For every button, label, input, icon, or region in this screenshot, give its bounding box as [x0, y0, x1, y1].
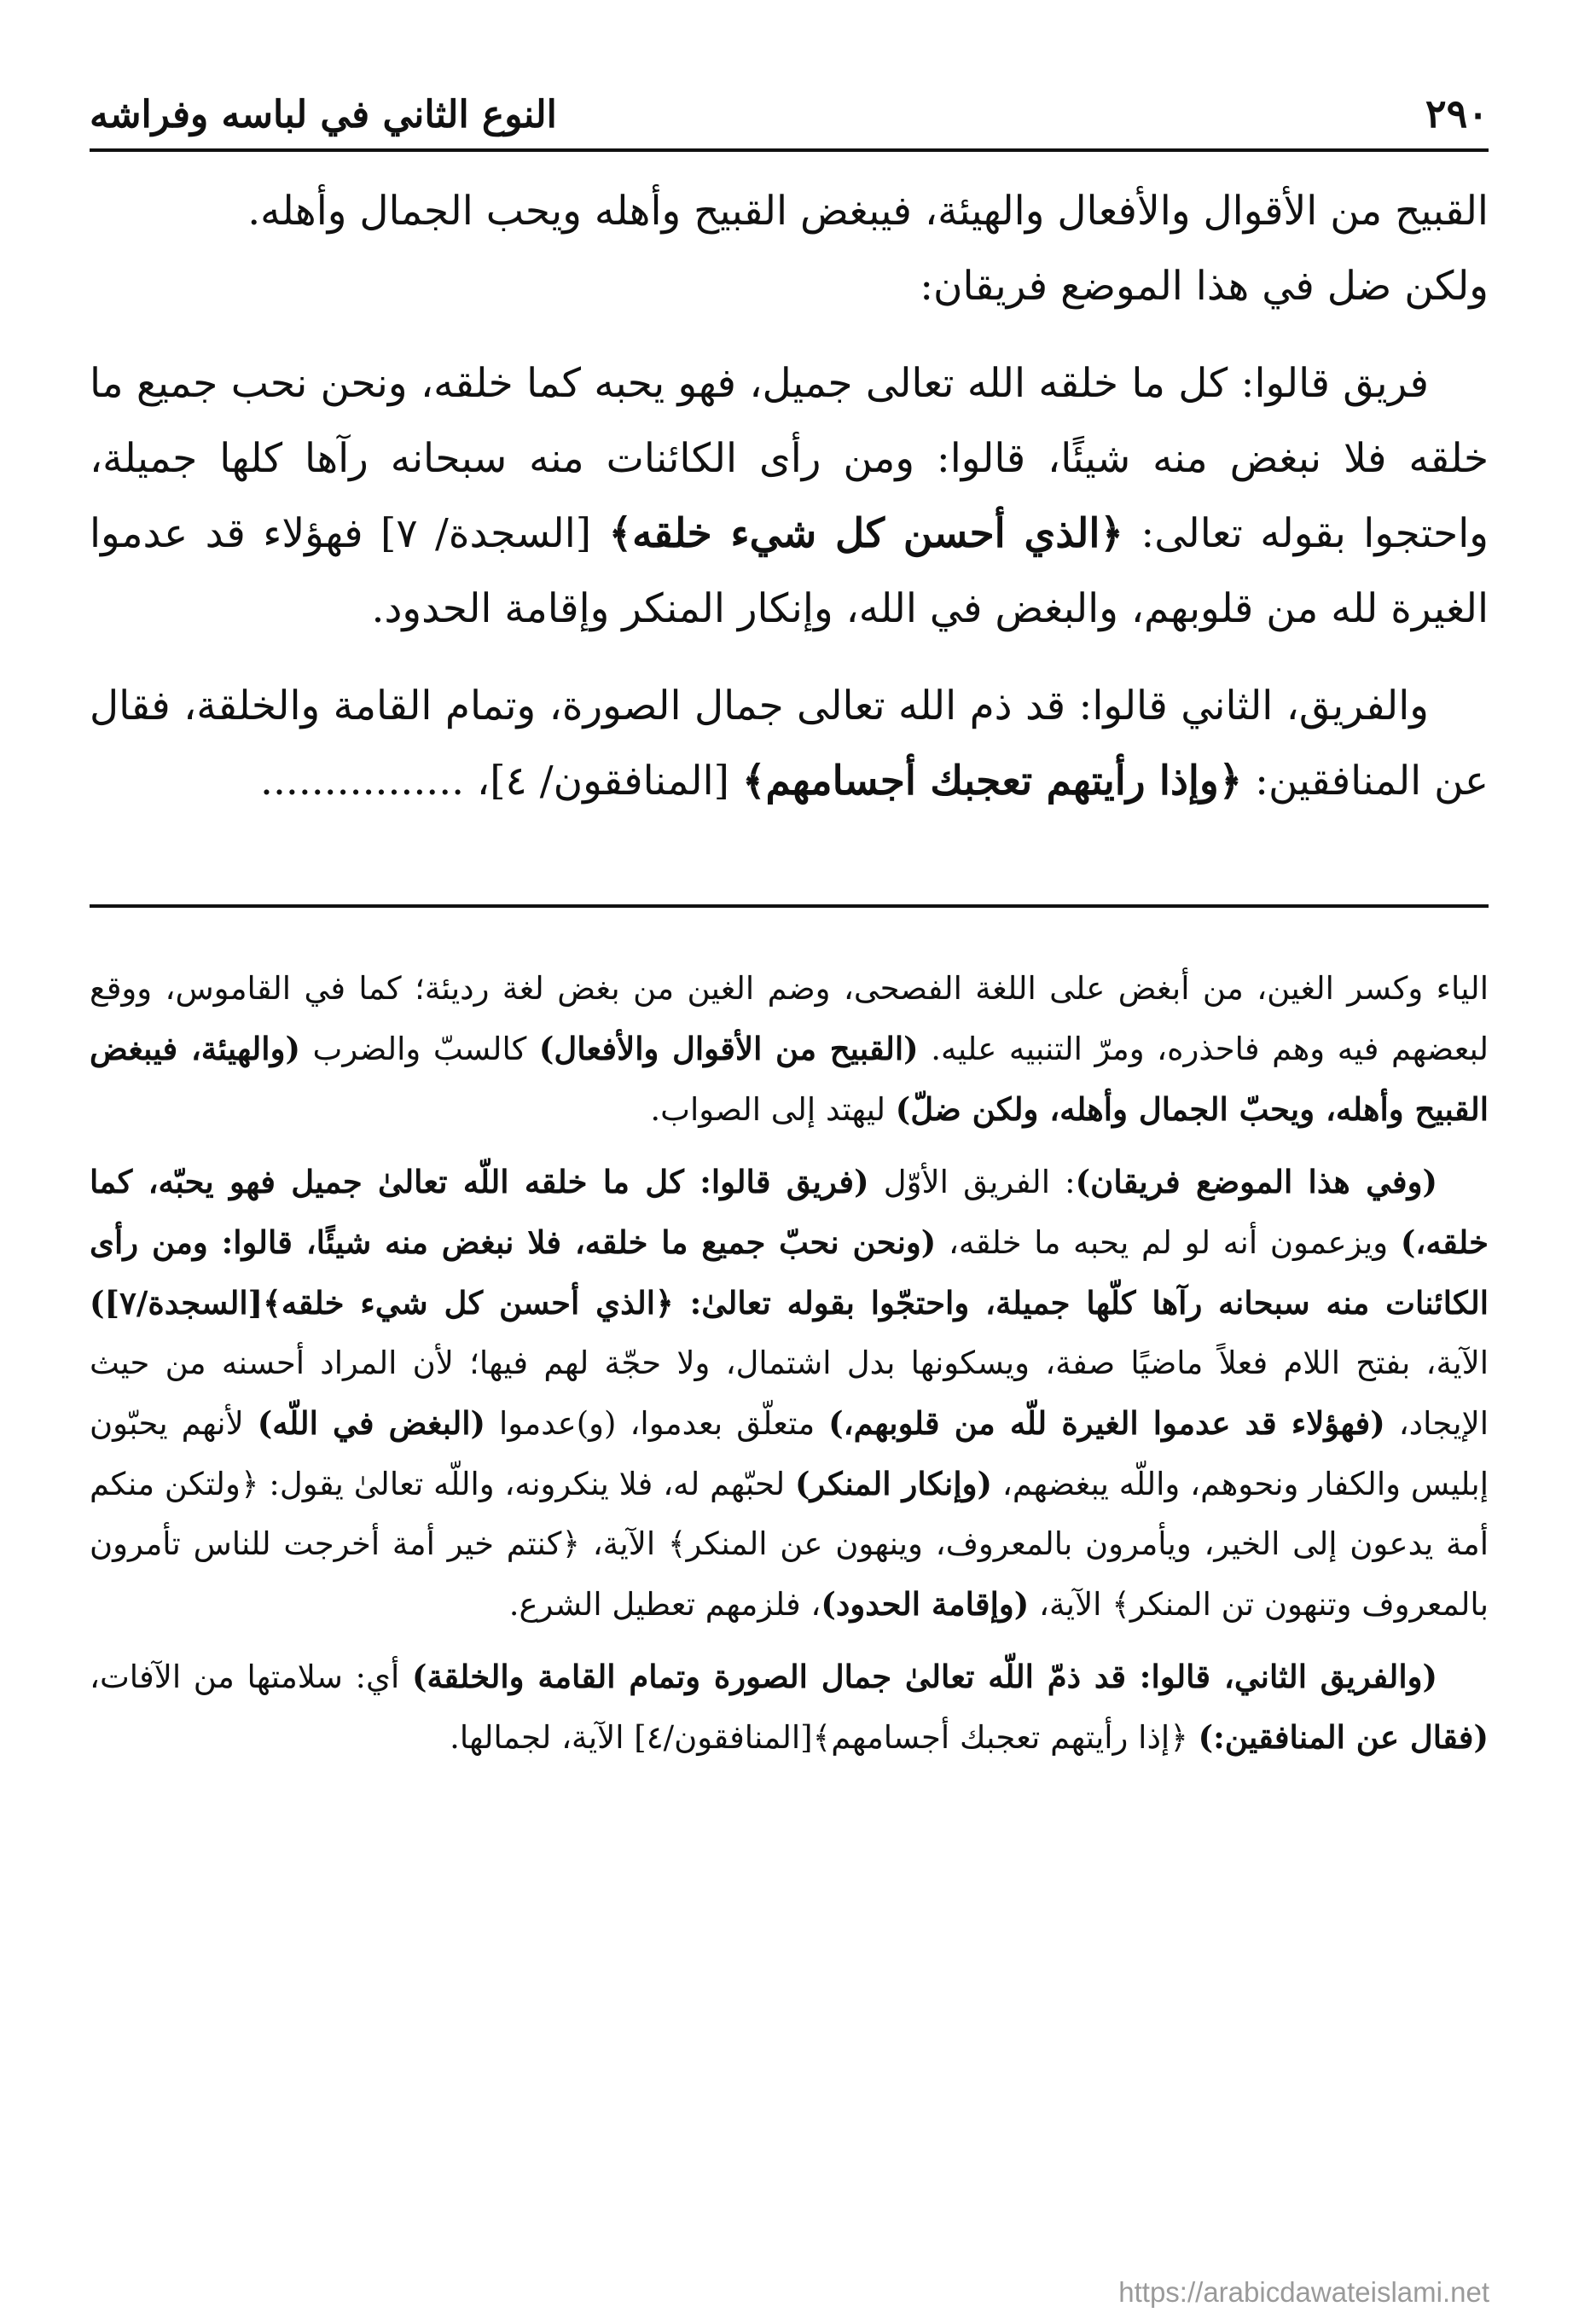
- commentary-paragraph-1: [90, 959, 1489, 1140]
- quran-verse-sajdah: ﴿الذي أحسن كل شيء خلقه﴾: [608, 510, 1123, 557]
- main-paragraph-3: [90, 669, 1489, 819]
- c1-b2: (والهيئة، فيبغض القبيح وأهله، ويحبّ الجمال وأهله، ولكن ضلّ): [90, 1030, 1489, 1128]
- c1-t2: كالسبّ والضرب: [299, 1031, 539, 1067]
- c3-b2: (فقال عن المنافقين:): [1198, 1718, 1489, 1756]
- c2-b5: (البغض في اللّه): [257, 1404, 486, 1442]
- c2-t7: ، فلزمهم تعطيل الشرع.: [508, 1586, 821, 1623]
- c1-t3: ليهتد إلى الصواب.: [650, 1091, 896, 1128]
- c2-b7: (وإقامة الحدود): [821, 1585, 1030, 1623]
- main-paragraph-2: [90, 346, 1489, 647]
- c2-b1: (وفي هذا الموضع فريقان): [1075, 1163, 1437, 1200]
- running-header: [90, 68, 1489, 152]
- main-text: [90, 174, 1489, 819]
- c2-b2: (فريق قالوا: كل ما خلقه اللّه تعالىٰ جميل فهو يحبّه، كما خلقه،): [90, 1163, 1489, 1261]
- c2-b4: (فهؤلاء قد عدموا الغيرة للّه من قلوبهم،): [828, 1404, 1385, 1442]
- c2-t6: لحبّهم له، فلا ينكرونه، واللّه تعالىٰ يقول: ﴿ولتكن منكم أمة يدعون إلى الخير، ويأمرون بالمعروف، وينهون عن المنكر﴾ الآية، ﴿كنتم خير أمة أخرجت للناس تأمرون بالمعروف وتنهون تن المنكر﴾ الآية،: [90, 1466, 1489, 1623]
- quran-verse-munafiqun: ﴿وإذا رأيتهم تعجبك أجسامهم﴾: [741, 758, 1243, 805]
- commentary-paragraph-2: [90, 1152, 1489, 1635]
- c2-b6: (وإنكار المنكر): [795, 1465, 993, 1502]
- c2-t1: : الفريق الأوّل: [868, 1164, 1076, 1200]
- main-p3-text-b: [السجدة/ ٧] فهؤلاء قد عدموا الغيرة لله من قلوبهم، والبغض في الله، وإنكار المنكر وإقامة الحدود.: [90, 510, 1489, 632]
- chapter-title: النوع الثاني في لباسه وفراشه: [90, 93, 557, 137]
- book-page: [90, 68, 1489, 2321]
- c3-b1: (والفريق الثاني، قالوا: قد ذمّ اللّه تعالىٰ جمال الصورة وتمام القامة والخلقة): [411, 1658, 1437, 1695]
- c1-t1: الياء وكسر الغين، من أبغض على اللغة الفصحى، وضم الغين من بغض لغة رديئة؛ كما في القاموس، ووقع لبعضهم فيه وهم فاحذره، ومرّ التنبيه عليه.: [90, 970, 1489, 1067]
- c3-t2: ﴿إذا رأيتهم تعجبك أجسامهم﴾[المنافقون/٤] الآية، لجمالها.: [450, 1719, 1199, 1756]
- c1-b1: (القبيح من الأقوال والأفعال): [538, 1030, 919, 1067]
- c3-t1: أي: سلامتها من الآفات،: [90, 1659, 412, 1695]
- commentary-paragraph-3: [90, 1647, 1489, 1768]
- main-p4-text-b: [المنافقون/ ٤]، ................: [260, 758, 742, 805]
- c2-t5: لأنهم يحبّون إبليس والكفار ونحوهم، واللّه يبغضهم،: [90, 1405, 1489, 1502]
- c2-t2: ويزعمون أنه لو لم يحبه ما خلقه،: [936, 1224, 1401, 1261]
- website-watermark: https://arabicdawateislami.net: [1118, 2276, 1489, 2308]
- main-p3-text-a: فريق قالوا: كل ما خلقه الله تعالى جميل، فهو يحبه كما خلقه، ونحن نحب جميع ما خلقه فلا نبغض منه شيئًا، قالوا: ومن رأى الكائنات منه سبحانه رآها كلها جميلة، واحتجوا بقوله تعالى:: [90, 360, 1489, 557]
- footnote-divider: [90, 904, 1489, 908]
- commentary-section: [90, 959, 1489, 1768]
- main-p2-text: ولكن ضل في هذا الموضع فريقان:: [920, 263, 1489, 310]
- c2-t4: متعلّق بعدموا، (و)عدموا: [485, 1405, 829, 1442]
- main-p4-text-a: والفريق، الثاني قالوا: قد ذم الله تعالى جمال الصورة، وتمام القامة والخلقة، فقال عن المنافقين:: [90, 683, 1489, 805]
- main-p1-text: القبيح من الأقوال والأفعال والهيئة، فيبغض القبيح وأهله ويحب الجمال وأهله.: [247, 188, 1489, 235]
- main-paragraph-1: [90, 174, 1489, 324]
- page-number: ٢٩٠: [1425, 90, 1489, 137]
- c2-t3: الآية، بفتح اللام فعلاً ماضيًا صفة، ويسكونها بدل اشتمال، ولا حجّة لهم فيها؛ لأن المراد أحسنه من حيث الإيجاد،: [90, 1345, 1489, 1442]
- c2-b3: (ونحن نحبّ جميع ما خلقه، فلا نبغض منه شيئًا، قالوا: ومن رأى الكائنات منه سبحانه رآها كلّها جميلة، واحتجّوا بقوله تعالىٰ: ﴿الذي أحسن كل شيء خلقه﴾[السجدة/٧]): [90, 1223, 1489, 1322]
